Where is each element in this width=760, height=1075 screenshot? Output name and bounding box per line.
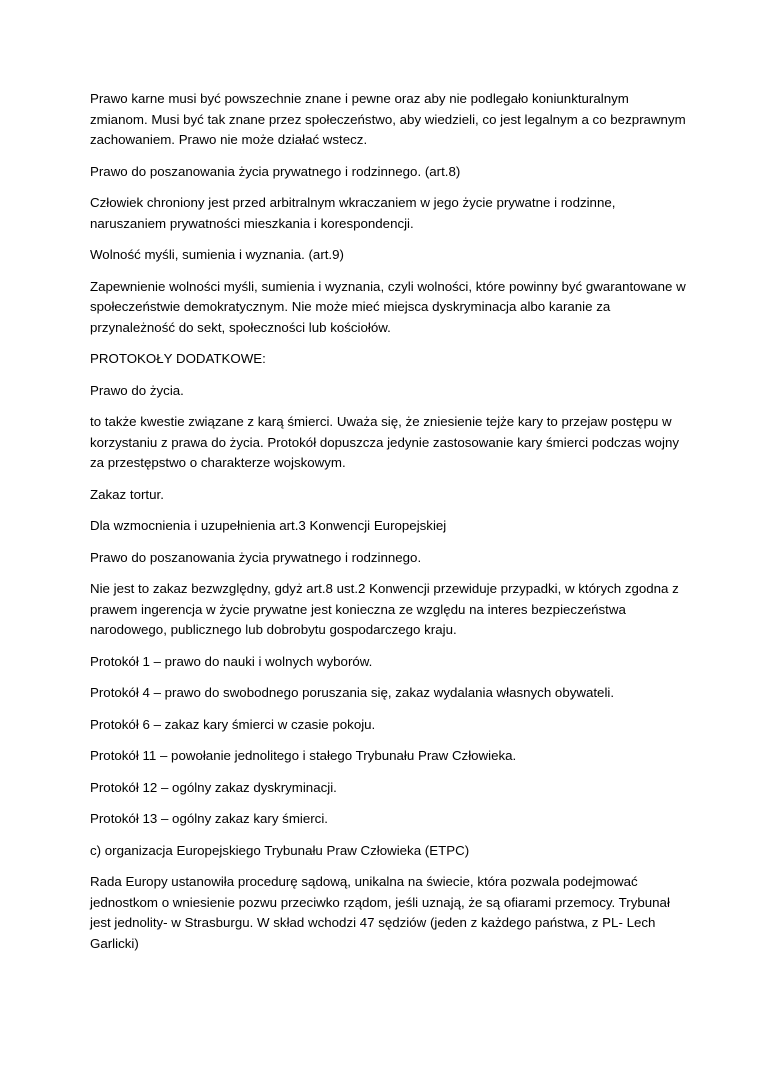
- document-body: [90, 89, 690, 965]
- paragraph-etpc-description: Rada Europy ustanowiła procedurę sądową, unikalna na świecie, która pozwala podejmować jednostkom o wniesienie pozwu przeciwko rządom, jeśli uznają, że są ofiarami przemocy. Trybunał jest jednolity- w Strasburgu. W skład wchodzi 47 sędziów (jeden z każdego państwa, z PL- Lech Garlicki): [90, 874, 670, 951]
- heading-art9-freedom-of-thought: Wolność myśli, sumienia i wyznania. (art.9): [90, 247, 344, 262]
- heading-art8-privacy: Prawo do poszanowania życia prywatnego i rodzinnego. (art.8): [90, 163, 461, 179]
- list-item-protocol-6: Protokół 6 – zakaz kary śmierci w czasie pokoju.: [90, 716, 376, 732]
- list-item-protocol-11: Protokół 11 – powołanie jednolitego i stałego Trybunału Praw Człowieka.: [90, 748, 517, 763]
- paragraph-criminal-law-principles: Prawo karne musi być powszechnie znane i pewne oraz aby nie podlegało koniunkturalnym zmianom. Musi być tak znane przez społeczeństwo, aby wiedzieli, co jest legalnym a co bezprawnym zachowaniem. Prawo nie może działać wstecz.: [90, 91, 686, 147]
- list-item-protocol-13: Protokół 13 – ogólny zakaz kary śmierci.: [90, 811, 328, 826]
- paragraph-torture-ban: Dla wzmocnienia i uzupełnienia art.3 Konwencji Europejskiej: [90, 518, 447, 533]
- heading-right-to-life: Prawo do życia.: [90, 382, 184, 398]
- paragraph-art9-description: Zapewnienie wolności myśli, sumienia i wyznania, czyli wolności, które powinny być gwarantowane w społeczeństwie demokratycznym. Nie może mieć miejsca dyskryminacja albo karanie za przynależność do sekt, społeczności lub kościołów.: [90, 278, 686, 335]
- list-item-protocol-12: Protokół 12 – ogólny zakaz dyskryminacji.: [90, 779, 337, 795]
- heading-additional-protocols: PROTOKOŁY DODATKOWE:: [90, 351, 266, 366]
- heading-torture-ban: Zakaz tortur.: [90, 486, 164, 502]
- paragraph-private-life: Nie jest to zakaz bezwzględny, gdyż art.8 ust.2 Konwencji przewiduje przypadki, w których zgodna z prawem ingerencja w życie prywatne jest konieczna ze względu na interes bezpieczeństwa narodowego, publicznego lub dobrobytu gospodarczego kraju.: [90, 581, 679, 637]
- heading-etpc-organization: c) organizacja Europejskiego Trybunału Praw Człowieka (ETPC): [90, 842, 470, 858]
- paragraph-art8-description: Człowiek chroniony jest przed arbitralnym wkraczaniem w jego życie prywatne i rodzinne, naruszaniem prywatności mieszkania i korespondencji.: [90, 195, 616, 231]
- list-item-protocol-1: Protokół 1 – prawo do nauki i wolnych wyborów.: [90, 653, 373, 669]
- paragraph-right-to-life: to także kwestie związane z karą śmierci. Uważa się, że zniesienie tejże kary to przejaw postępu w korzystaniu z prawa do życia. Protokół dopuszcza jedynie zastosowanie kary śmierci podczas wojny za przestępstwo o charakterze wojskowym.: [90, 414, 680, 470]
- list-item-protocol-4: Protokół 4 – prawo do swobodnego poruszania się, zakaz wydalania własnych obywateli.: [90, 685, 615, 700]
- heading-private-life: Prawo do poszanowania życia prywatnego i rodzinnego.: [90, 549, 422, 565]
